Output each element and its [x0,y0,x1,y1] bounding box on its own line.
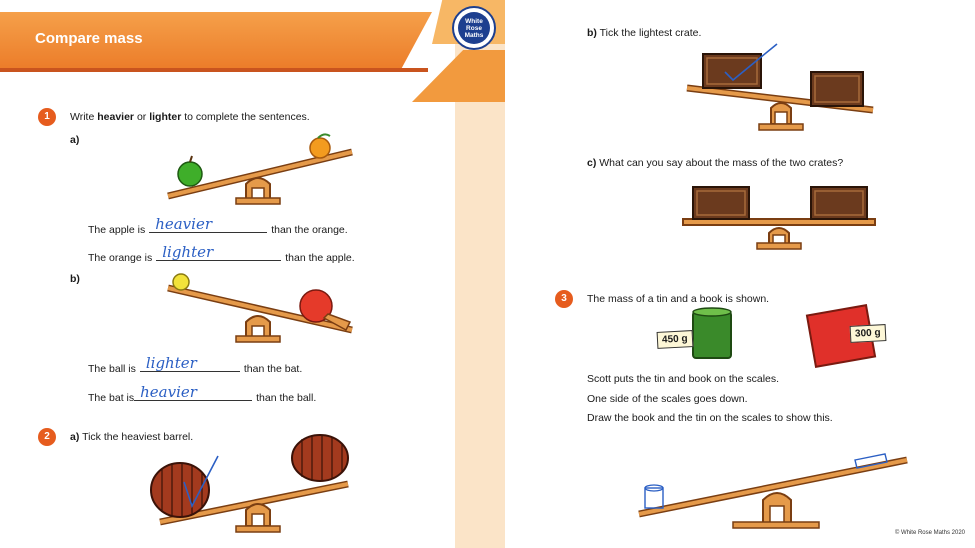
seesaw-crates-level [683,185,877,253]
ball-icon [173,274,189,290]
seesaw-barrels [148,434,358,534]
left-page [0,0,455,548]
orange-icon [310,138,330,158]
question-3-badge: 3 [555,290,573,308]
question-3-prompt: The mass of a tin and a book is shown. [587,293,770,305]
barrel-right-icon [292,435,348,481]
crate-left-icon [693,187,749,219]
question-1a-label: a) [70,134,80,146]
right-page [505,0,975,548]
seesaw-empty [635,448,915,532]
q1b-sentence-2: The bat is heavier than the ball. [88,383,317,404]
crate-right-icon [811,187,867,219]
question-3-line-1: Scott puts the tin and book on the scales. [587,373,780,385]
tin-icon [693,312,731,358]
book-mass-label: 300 g [850,324,886,343]
answer-blank[interactable]: heavier [149,221,267,233]
question-2-badge: 2 [38,428,56,446]
answer-blank[interactable]: heavier [134,389,252,401]
q1b-sentence-1: The ball is lighter than the bat. [88,354,303,375]
crate-right-icon [811,72,863,106]
white-rose-logo: White Rose Maths [452,6,496,50]
apple-icon [178,162,202,186]
page-title: Compare mass [35,30,143,47]
question-1b-label: b) [70,273,80,285]
seesaw-crates-tilted [685,40,877,132]
q1a-sentence-1: The apple is heavier than the orange. [88,215,348,236]
question-1-prompt: Write heavier or lighter to complete the sentences. [70,111,310,123]
answer-blank[interactable]: lighter [156,249,281,261]
crate-left-icon [703,54,761,88]
question-2b-prompt: b) Tick the lightest crate. [587,27,702,39]
question-3-line-2: One side of the scales goes down. [587,393,748,405]
seesaw-ball-bat [160,272,360,347]
question-2c-prompt: c) What can you say about the mass of the two crates? [587,157,844,169]
copyright-text: © White Rose Maths 2020 [894,530,965,536]
banner-underline [0,68,428,72]
question-2a-prompt: a) Tick the heaviest barrel. [70,431,194,443]
answer-blank[interactable]: lighter [140,360,240,372]
seesaw-apple-orange [160,128,360,208]
tin-mass-label: 450 g [657,330,693,349]
q1a-sentence-2: The orange is lighter than the apple. [88,243,355,264]
question-3-line-3: Draw the book and the tin on the scales to show this. [587,412,833,424]
question-1-badge: 1 [38,108,56,126]
